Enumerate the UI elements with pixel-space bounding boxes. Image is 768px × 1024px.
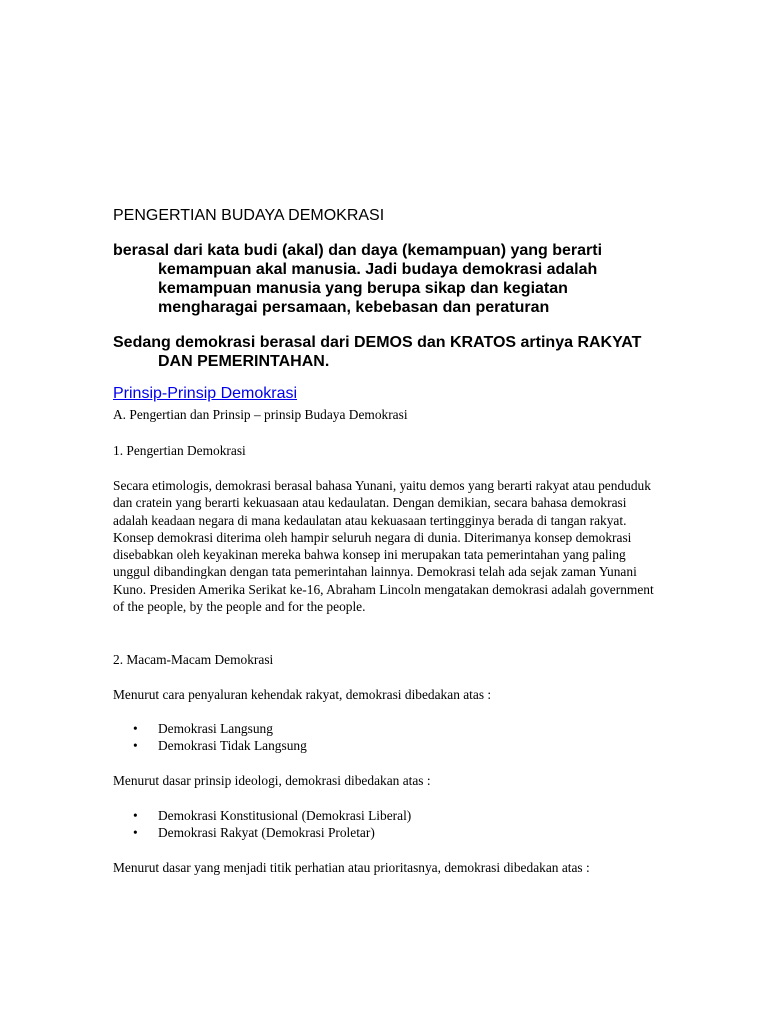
bullet-icon: • xyxy=(133,721,138,736)
bullet-icon: • xyxy=(133,808,138,823)
bullet-icon: • xyxy=(133,738,138,754)
demos-kratos-paragraph: Sedang demokrasi berasal dari DEMOS dan KRATOS artinya RAKYAT DAN PEMERINTAHAN. xyxy=(113,334,642,370)
list-item: • Demokrasi Langsung xyxy=(133,721,273,736)
pengertian-demokrasi-paragraph: Secara etimologis, demokrasi berasal bahasa Yunani, yaitu demos yang berarti rakyat atau penduduk dan cratein yang berarti kekuasaan atau kedaulatan. Dengan demikian, secara bahasa demokrasi adalah keadaan negara di mana kedaulatan atau kekuasaan tertingginya berada di tangan rakyat. Konsep demokrasi diterima oleh hampir seluruh negara di dunia. Diterimanya konsep demokrasi disebabkan oleh keyakinan mereka bahwa konsep ini merupakan tata pemerintahan yang paling unggul dibandingkan dengan tata pemerintahan lainnya. Demokrasi telah ada sejak zaman Yunani Kuno. Presiden Amerika Serikat ke-16, Abraham Lincoln mengatakan demokrasi adalah government of the people, by the people and for the people. xyxy=(113,478,654,615)
list-item: • Demokrasi Tidak Langsung xyxy=(133,738,307,754)
section-a-heading: A. Pengertian dan Prinsip – prinsip Budaya Demokrasi xyxy=(113,407,408,422)
list-penyaluran xyxy=(113,720,307,755)
list-item: • Demokrasi Rakyat (Demokrasi Proletar) xyxy=(133,825,375,841)
section-2-heading: 2. Macam-Macam Demokrasi xyxy=(113,652,274,667)
menurut-penyaluran-text: Menurut cara penyaluran kehendak rakyat, demokrasi dibedakan atas : xyxy=(113,687,492,702)
intro-paragraph: berasal dari kata budi (akal) dan daya (kemampuan) yang berarti kemampuan akal manusia. Jadi budaya demokrasi adalah kemampuan manusia yang berupa sikap dan kegiatan mengharagai persamaan, kebebasan dan peraturan xyxy=(113,242,603,316)
menurut-prioritas-text: Menurut dasar yang menjadi titik perhatian atau prioritasnya, demokrasi dibedakan atas : xyxy=(113,860,590,875)
bullet-icon: • xyxy=(133,825,138,841)
section-1-heading: 1. Pengertian Demokrasi xyxy=(113,443,246,458)
prinsip-demokrasi-link[interactable]: Prinsip-Prinsip Demokrasi xyxy=(113,385,298,402)
menurut-ideologi-text: Menurut dasar prinsip ideologi, demokrasi dibedakan atas : xyxy=(113,773,431,788)
document-title: PENGERTIAN BUDAYA DEMOKRASI xyxy=(113,207,385,224)
list-item: • Demokrasi Konstitusional (Demokrasi Liberal) xyxy=(133,808,412,823)
list-ideologi xyxy=(113,807,411,842)
